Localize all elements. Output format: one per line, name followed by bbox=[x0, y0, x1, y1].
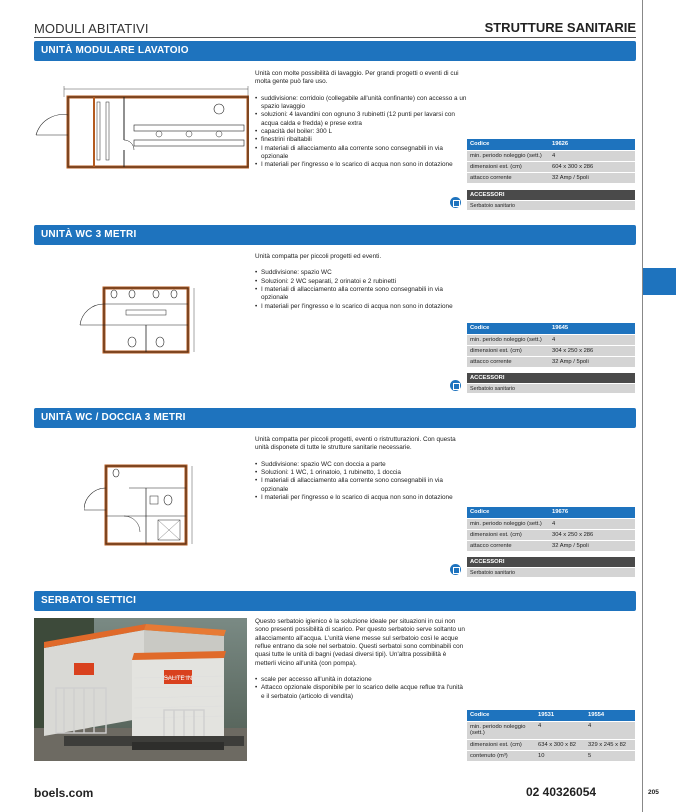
section-title: STRUTTURE SANITARIE bbox=[484, 20, 636, 35]
spec-label: contenuto (m³) bbox=[467, 750, 535, 761]
feature-item: • I materiali di allacciamento alla corrente sono consegnabili in via opzionale bbox=[255, 145, 467, 162]
spec-value: 4 bbox=[585, 721, 635, 739]
spec-label: dimensioni est. (cm) bbox=[467, 529, 549, 540]
accessories-header: ACCESSORI bbox=[467, 373, 635, 383]
product-intro: Questo serbatoio igienico è la soluzione ideale per situazioni in cui non sono presenti possibilità di scarico. Per questo serbatoio serve soltanto un allacciamento all'acqua. L'unità viene messe sul serbatoio così le acque reflue entrano da sole nel serbatoio. Questi serbatoi sono combinabili con quasi tutte le unità di bagni (vedasi diversi tipi). Un'altra possibilità è metterli vicino all'unità (con pompa). bbox=[255, 618, 465, 667]
footer-website-link[interactable]: boels.com bbox=[34, 786, 94, 800]
spec-value: 634 x 300 x 82 bbox=[535, 739, 585, 750]
accessory-icon[interactable] bbox=[450, 380, 461, 391]
spec-label: dimensioni est. (cm) bbox=[467, 739, 535, 750]
spec-value: 4 bbox=[549, 150, 635, 161]
spec-table-septic bbox=[467, 710, 635, 762]
feature-item: • scale per accesso all'unità in dotazione bbox=[255, 676, 467, 684]
product-title-bar: SERBATOI SETTICI bbox=[34, 591, 636, 611]
feature-list bbox=[255, 269, 467, 311]
spec-label: min. periodo noleggio (sett.) bbox=[467, 150, 549, 161]
spec-label: min. periodo noleggio (sett.) bbox=[467, 721, 535, 739]
spec-label: attacco corrente bbox=[467, 540, 549, 551]
accessories-header: ACCESSORI bbox=[467, 190, 635, 200]
footer-phone-number[interactable]: 02 40326054 bbox=[526, 785, 597, 799]
septic-tank-photo bbox=[34, 618, 247, 761]
product-code: 19676 bbox=[549, 507, 635, 518]
product-code: 19645 bbox=[549, 323, 635, 334]
spec-value: 32 Amp / 5poli bbox=[549, 540, 635, 551]
feature-item: • I materiali di allacciamento alla corrente sono consegnabili in via opzionale bbox=[255, 477, 467, 494]
feature-item: • capacità del boiler: 300 L bbox=[255, 128, 467, 136]
spec-label: min. periodo noleggio (sett.) bbox=[467, 518, 549, 529]
photo-sign: SALITE IN bbox=[163, 676, 193, 682]
accessory-item[interactable]: Serbatoio sanitario bbox=[467, 384, 635, 393]
spec-label: attacco corrente bbox=[467, 172, 549, 183]
feature-list bbox=[255, 676, 467, 701]
product-intro: Unità compatta per piccoli progetti, eventi o ristrutturazioni. Con questa unità disponete di tutte le strutture sanitarie necessarie. bbox=[255, 436, 456, 452]
spec-label: attacco corrente bbox=[467, 356, 549, 367]
page-header bbox=[34, 18, 636, 38]
spec-value: 32 Amp / 5poli bbox=[549, 356, 635, 367]
feature-item: • Soluzioni: 1 WC, 1 orinatoio, 1 rubinetto, 1 doccia bbox=[255, 469, 467, 477]
code-label: Codice bbox=[467, 507, 549, 518]
spec-value: 4 bbox=[549, 518, 635, 529]
spec-table bbox=[467, 139, 635, 184]
spec-value: 32 Amp / 5poli bbox=[549, 172, 635, 183]
feature-item: • I materiali di allacciamento alla corrente sono consegnabili in via opzionale bbox=[255, 286, 467, 303]
product-title-bar: UNITÀ WC / DOCCIA 3 METRI bbox=[34, 408, 636, 428]
floor-plan-wc-doccia bbox=[84, 458, 199, 550]
product-code: 19626 bbox=[549, 139, 635, 150]
spec-value: 4 bbox=[549, 334, 635, 345]
floor-plan-lavatoio bbox=[34, 80, 249, 175]
spec-table bbox=[467, 323, 635, 368]
floor-plan-wc bbox=[74, 280, 209, 360]
feature-item: • Attacco opzionale disponibile per lo scarico delle acque reflue tra l'unità e il serbatoio (articolo di vendita) bbox=[255, 684, 467, 701]
product-description bbox=[255, 436, 467, 502]
feature-item: • suddivisione: corridoio (collegabile all'unità confinante) con accesso a un spazio lavaggio bbox=[255, 95, 467, 112]
spec-value: 10 bbox=[535, 750, 585, 761]
spec-value: 329 x 245 x 82 bbox=[585, 739, 635, 750]
accessory-icon[interactable] bbox=[450, 564, 461, 575]
feature-list bbox=[255, 461, 467, 503]
accessory-item[interactable]: Serbatoio sanitario bbox=[467, 568, 635, 577]
page-edge-line bbox=[642, 0, 643, 812]
product-title-bar: UNITÀ MODULARE LAVATOIO bbox=[34, 41, 636, 61]
spec-label: dimensioni est. (cm) bbox=[467, 161, 549, 172]
category-label: MODULI ABITATIVI bbox=[34, 21, 149, 36]
accessories-header: ACCESSORI bbox=[467, 557, 635, 567]
header-divider bbox=[34, 37, 636, 38]
accessory-icon[interactable] bbox=[450, 197, 461, 208]
feature-item: • I materiali per l'ingresso e lo scarico di acqua non sono in dotazione bbox=[255, 494, 467, 502]
feature-item: • finestrini ribaltabili bbox=[255, 136, 467, 144]
spec-value: 5 bbox=[585, 750, 635, 761]
code-label: Codice bbox=[467, 139, 549, 150]
spec-label: dimensioni est. (cm) bbox=[467, 345, 549, 356]
product-description bbox=[255, 253, 467, 311]
feature-item: • Suddivisione: spazio WC bbox=[255, 269, 467, 277]
page-number: 205 bbox=[648, 789, 659, 796]
feature-item: • soluzioni: 4 lavandini con ognuno 3 rubinetti (12 punti per lavarsi con acqua calda e fredda) e prese extra bbox=[255, 111, 467, 128]
product-code: 19554 bbox=[585, 710, 635, 721]
section-tab[interactable] bbox=[643, 268, 676, 295]
spec-value: 304 x 250 x 286 bbox=[549, 345, 635, 356]
spec-label: min. periodo noleggio (sett.) bbox=[467, 334, 549, 345]
code-label: Codice bbox=[467, 323, 549, 334]
product-code: 19531 bbox=[535, 710, 585, 721]
product-title-bar: UNITÀ WC 3 METRI bbox=[34, 225, 636, 245]
spec-value: 4 bbox=[535, 721, 585, 739]
code-label: Codice bbox=[467, 710, 535, 721]
feature-list bbox=[255, 95, 467, 170]
feature-item: • I materiali per l'ingresso e lo scarico di acqua non sono in dotazione bbox=[255, 303, 467, 311]
product-intro: Unità con molte possibilità di lavaggio. Per grandi progetti o eventi di cui molta gente può fare uso. bbox=[255, 70, 459, 86]
spec-value: 604 x 300 x 286 bbox=[549, 161, 635, 172]
accessory-item[interactable]: Serbatoio sanitario bbox=[467, 201, 635, 210]
product-description bbox=[255, 70, 467, 170]
feature-item: • Suddivisione: spazio WC con doccia a parte bbox=[255, 461, 467, 469]
feature-item: • Soluzioni: 2 WC separati, 2 orinatoi e 2 rubinetti bbox=[255, 278, 467, 286]
product-intro: Unità compatta per piccoli progetti ed eventi. bbox=[255, 253, 382, 260]
spec-table bbox=[467, 507, 635, 552]
product-description bbox=[255, 618, 467, 701]
feature-item: • I materiali per l'ingresso e lo scarico di acqua non sono in dotazione bbox=[255, 161, 467, 169]
spec-value: 304 x 250 x 286 bbox=[549, 529, 635, 540]
